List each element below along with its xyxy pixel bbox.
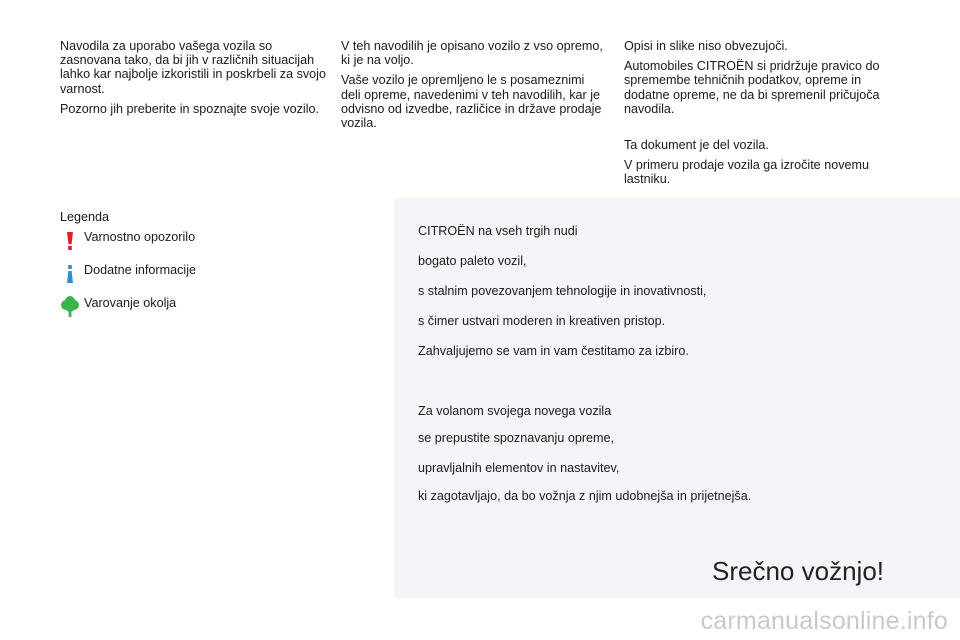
legend-item-info [60, 263, 197, 296]
legend-item-environment [60, 296, 177, 329]
intro-paragraph: Pozorno jih preberite in spoznajte svoje vozilo. [60, 101, 320, 116]
intro-paragraph: Opisi in slike niso obvezujoči. [624, 39, 788, 53]
info-icon [60, 263, 80, 285]
intro-column-2 [341, 39, 603, 136]
warning-exclamation-icon [60, 230, 80, 252]
promo-line: bogato paleto vozil, [418, 254, 527, 268]
legend-item-label: Varovanje okolja [84, 296, 177, 310]
farewell-heading: Srečno vožnjo! [712, 556, 884, 586]
watermark: carmanualsonline.info [700, 607, 948, 635]
intro-paragraph: Vaše vozilo je opremljeno le s posameznimi deli opreme, navedenimi v teh navodilih, kar je odvisno od izvedbe, različice in države prodaje vozila. [341, 73, 602, 131]
intro-paragraph: Navodila za uporabo vašega vozila so zasnovana tako, da bi jih v različnih situacijah lahko kar najbolje izkoristili in poskrbeli za svojo varnost. [60, 39, 326, 96]
legend-item-label: Dodatne informacije [84, 263, 197, 277]
intro-paragraph: Automobiles CITROËN si pridržuje pravico do spremembe tehničnih podatkov, opreme in dodatne opreme, ne da bi spremenil pričujoča navodila. [624, 59, 880, 116]
intro-column-3 [624, 39, 886, 193]
intro-paragraph: V teh navodilih je opisano vozilo z vso opremo, ki je na voljo. [341, 39, 603, 68]
promo-line: Zahvaljujemo se vam in vam čestitamo za izbiro. [418, 344, 689, 358]
promo-line: s čimer ustvari moderen in kreativen pristop. [418, 314, 666, 328]
promo-line: se prepustite spoznavanju opreme, [418, 431, 615, 445]
legend-title: Legenda [60, 210, 110, 224]
environment-tree-icon [60, 296, 80, 318]
legend [60, 210, 197, 329]
promo-panel [394, 198, 960, 598]
promo-line: upravljalnih elementov in nastavitev, [418, 461, 620, 475]
intro-paragraph: Ta dokument je del vozila. [624, 138, 769, 153]
intro-paragraph: V primeru prodaje vozila ga izročite novemu lastniku. [624, 158, 869, 187]
promo-line: s stalnim povezovanjem tehnologije in inovativnosti, [418, 284, 707, 298]
promo-line: CITROËN na vseh trgih nudi [418, 224, 578, 238]
promo-line: Za volanom svojega novega vozila [418, 404, 612, 418]
promo-line: ki zagotavljajo, da bo vožnja z njim udobnejša in prijetnejša. [418, 489, 752, 503]
legend-item-warning [60, 230, 196, 263]
intro-column-1 [60, 39, 328, 122]
legend-item-label: Varnostno opozorilo [84, 230, 196, 244]
